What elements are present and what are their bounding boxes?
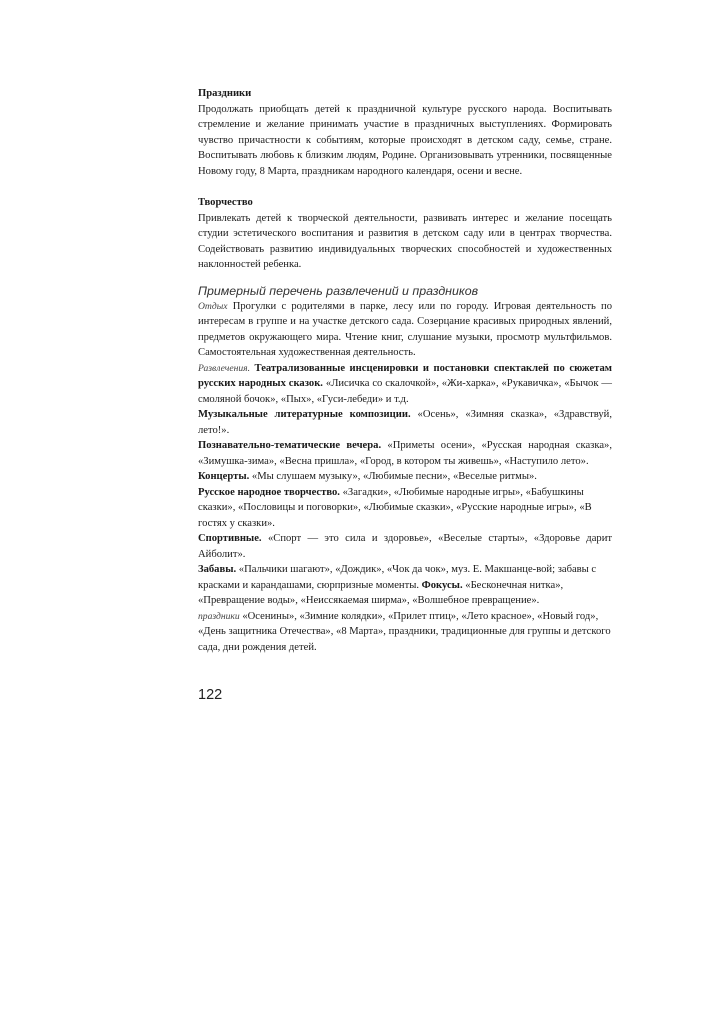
title-folk: Русское народное творчество. [198, 486, 340, 498]
text-theater: «Лисичка со скалочкой», «Жи-харка», «Рукавичка», «Бычок —смоляной бочок», «Пых», «Гуси-лебеди» и т.д. [198, 378, 612, 405]
page-number: 122 [198, 687, 223, 703]
lead-entertainment: Развлечения. [198, 362, 251, 374]
text-holidays: «Осенины», «Зимние колядки», «Прилет птиц», «Лето красное», «Новый год», «День защитника Отечества», «8 Марта», праздники, традиционные для группы и детского сада, дни рождения детей. [198, 610, 611, 653]
title-music: Музыкальные литературные композиции. [198, 409, 411, 420]
paragraph-fun [198, 562, 612, 609]
title-tricks: Фокусы. [421, 579, 463, 591]
text-sport: «Спорт — это сила и здоровье», «Веселые старты», «Здоровье дарит Айболит». [198, 533, 612, 560]
section-text-holidays: Продолжать приобщать детей к праздничной культуре русского народа. Воспитывать стремление и желание принимать участие в праздничных выступлениях. Формировать чувство причастности к событиям, которые происходят в детском саду, семье, стране. Воспитывать любовь к близким людям, Родине. Организовывать утренники, посвященные Новому году, 8 Марта, праздникам народного календаря, осени и весне. [198, 103, 612, 177]
section-heading-creativity: Творчество [198, 197, 253, 208]
lead-rest: Отдых [198, 300, 228, 312]
paragraph-cognitive [198, 438, 612, 469]
paragraph-rest [198, 299, 612, 361]
title-theater: Театрализованные инсценировки и постановки спектаклей по сюжетам русских народных сказок. [198, 362, 612, 389]
text-music: «Осень», «Зимняя сказка», «Здравствуй, лето!». [198, 409, 612, 436]
text-concerts: «Мы слушаем музыку», «Любимые песни», «Веселые ритмы». [251, 471, 537, 482]
paragraph-sport [198, 531, 612, 562]
title-cognitive: Познавательно-тематические вечера. [198, 440, 382, 451]
text-cognitive: «Приметы осени», «Русская народная сказка», «Зимушка-зима», «Весна пришла», «Город, в котором ты живешь», «Наступило лето». [198, 440, 613, 467]
title-sport: Спортивные. [198, 533, 262, 544]
paragraph-theater [198, 361, 612, 408]
paragraph-music [198, 407, 612, 438]
text-rest: Прогулки с родителями в парке, лесу или по городу. Игровая деятельность по интересам в группе и на участке детского сада. Созерцание красивых природных явлений, предметов окружающего мира. Чтение книг, слушание музыки, просмотр мультфильмов. Самостоятельная художественная деятельность. [198, 300, 612, 358]
section-subtitle: Примерный перечень развлечений и праздников [198, 283, 479, 298]
title-fun: Забавы. [198, 564, 237, 575]
title-concerts: Концерты. [198, 471, 250, 482]
paragraph-holidays-list [198, 609, 612, 656]
lead-holidays: праздники [198, 610, 240, 622]
page-content [198, 86, 612, 655]
paragraph-concerts [198, 469, 612, 485]
section-heading-holidays: Праздники [198, 88, 252, 99]
text-fun: «Пальчики шагают», «Дождик», «Чок да чок», муз. Е. Макшанце-вой; забавы с красками и карандашами, сюрпризные моменты. [198, 564, 597, 591]
text-folk: «Загадки», «Любимые народные игры», «Бабушкины сказки», «Пословицы и поговорки», «Любимые сказки», «Русские народные игры», «В гостях у сказки». [198, 486, 592, 529]
paragraph-folk [198, 485, 612, 532]
section-text-creativity: Привлекать детей к творческой деятельности, развивать интерес и желание посещать студии эстетического воспитания и развития в детском саду или в центрах творчества. Содействовать развитию индивидуальных творческих способностей и художественных наклонностей ребенка. [198, 212, 612, 270]
text-tricks: «Бесконечная нитка», «Превращение воды», «Неиссякаемая ширма», «Волшебное превращение». [198, 579, 564, 606]
